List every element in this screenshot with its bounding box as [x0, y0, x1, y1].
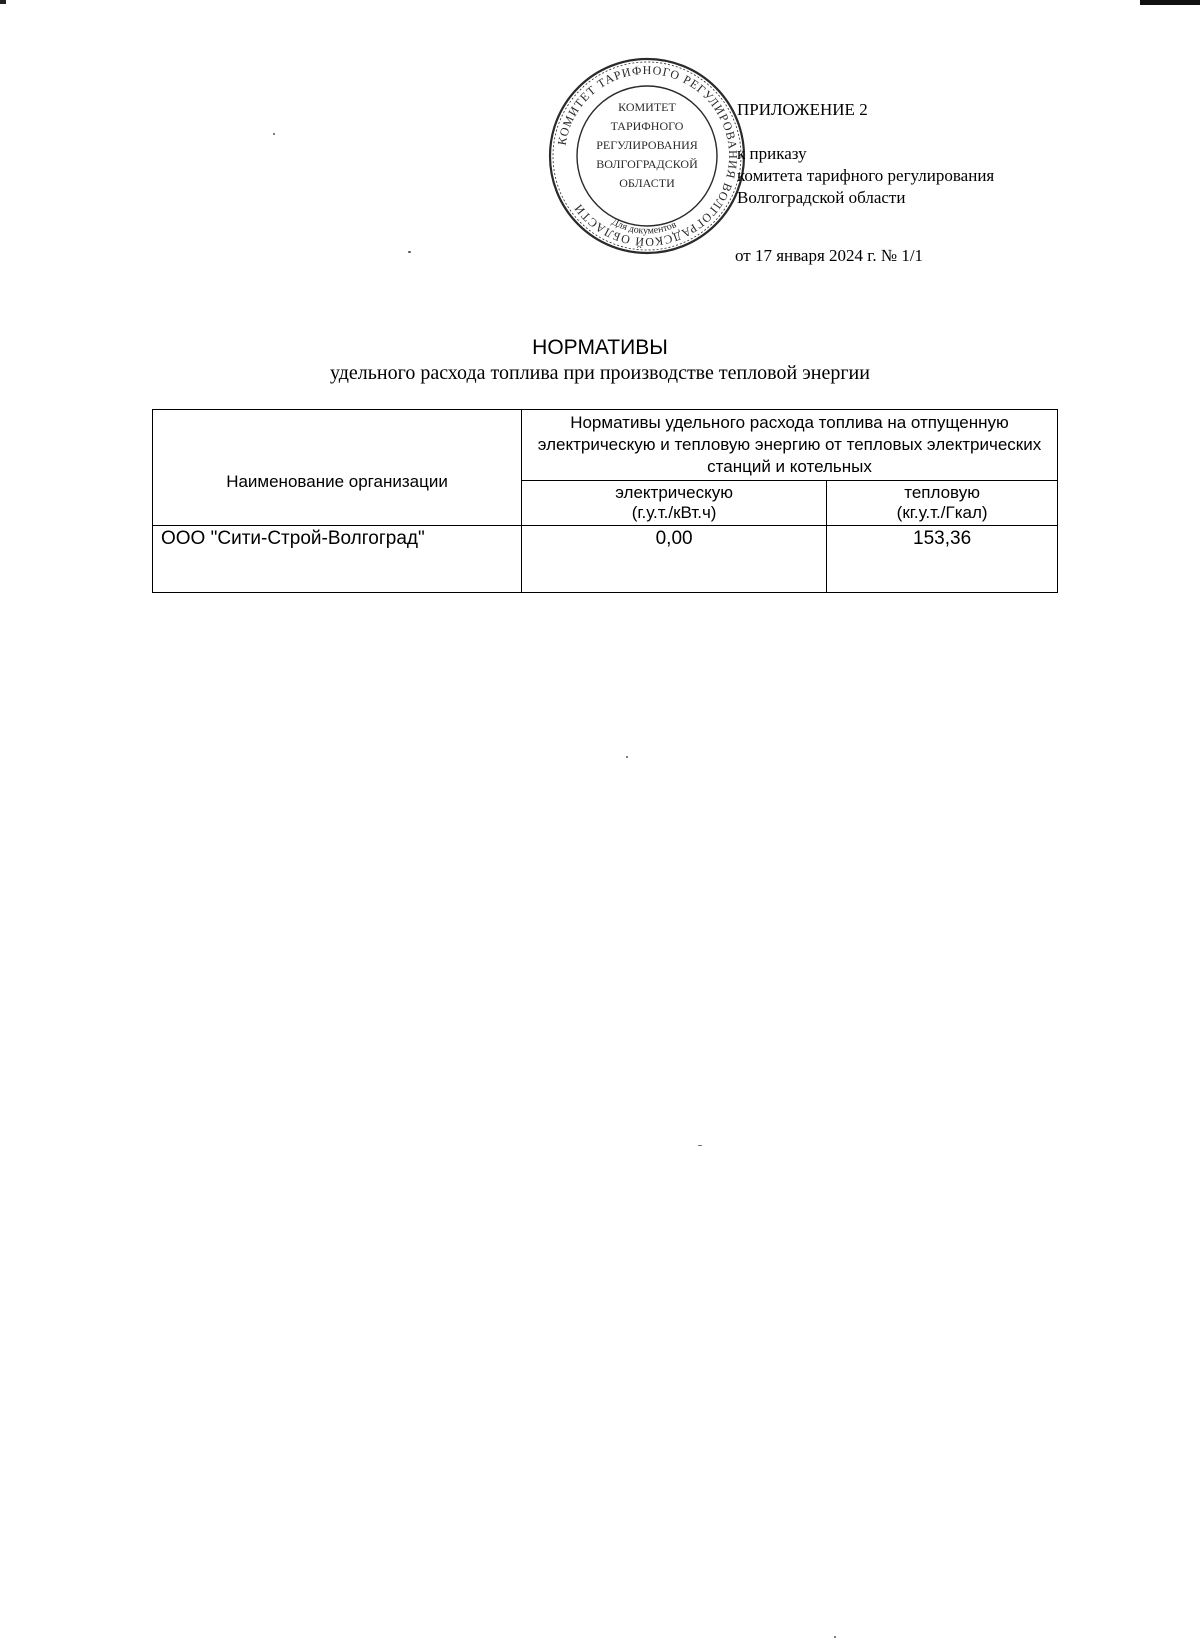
title-main: НОРМАТИВЫ [532, 336, 668, 359]
stamp-outer-text: КОМИТЕТ ТАРИФНОГО РЕГУЛИРОВАНИЯ ВОЛГОГРАДСКОЙ ОБЛАСТИ [554, 62, 741, 250]
header-heat-unit: (кг.у.т./Гкал) [896, 503, 988, 522]
stamp-outer-ring [550, 59, 744, 253]
stamp-ring-dashes [553, 62, 741, 250]
header-electric-name: электрическую [615, 483, 733, 502]
scan-speck [834, 1636, 836, 1638]
stamp-line-5: ОБЛАСТИ [619, 176, 675, 190]
header-org-name: Наименование организации [153, 410, 522, 526]
cell-org: ООО "Сити-Строй-Волгоград" [153, 526, 522, 593]
cell-heat: 153,36 [827, 526, 1058, 593]
title-subtitle: удельного расхода топлива при производстве тепловой энергии [330, 362, 870, 384]
scan-speck [408, 251, 411, 253]
cell-electric: 0,00 [522, 526, 827, 593]
order-line-3: Волгоградской области [737, 188, 906, 207]
stamp-line-2: ТАРИФНОГО [610, 119, 684, 133]
scan-edge-mark-left [0, 0, 6, 4]
stamp-line-3: РЕГУЛИРОВАНИЯ [596, 138, 698, 152]
stamp-bottom-text: Для документов [609, 216, 679, 237]
order-line-1: к приказу [737, 144, 807, 163]
header-heat [827, 481, 1058, 526]
order-date: от 17 января 2024 г. № 1/1 [735, 246, 924, 265]
document-title [0, 335, 1200, 386]
order-line-2: комитета тарифного регулирования [737, 166, 995, 185]
scan-edge-mark [1140, 0, 1200, 5]
header-electric [522, 481, 827, 526]
scan-speck [626, 756, 628, 758]
appendix-label: ПРИЛОЖЕНИЕ 2 [737, 100, 868, 119]
official-stamp [547, 56, 747, 256]
stamp-line-1: КОМИТЕТ [618, 100, 676, 114]
table-row [153, 526, 1058, 593]
norms-table [152, 409, 1058, 593]
scan-speck [273, 133, 275, 135]
appendix-header [737, 99, 1077, 267]
header-heat-name: тепловую [904, 483, 980, 502]
header-electric-unit: (г.у.т./кВт.ч) [631, 503, 717, 522]
header-norms-group: Нормативы удельного расхода топлива на отпущенную электрическую и тепловую энергию от тепловых электрических станций и котельных [522, 410, 1058, 481]
stamp-line-4: ВОЛГОГРАДСКОЙ [596, 157, 698, 171]
scan-speck [698, 1145, 702, 1146]
